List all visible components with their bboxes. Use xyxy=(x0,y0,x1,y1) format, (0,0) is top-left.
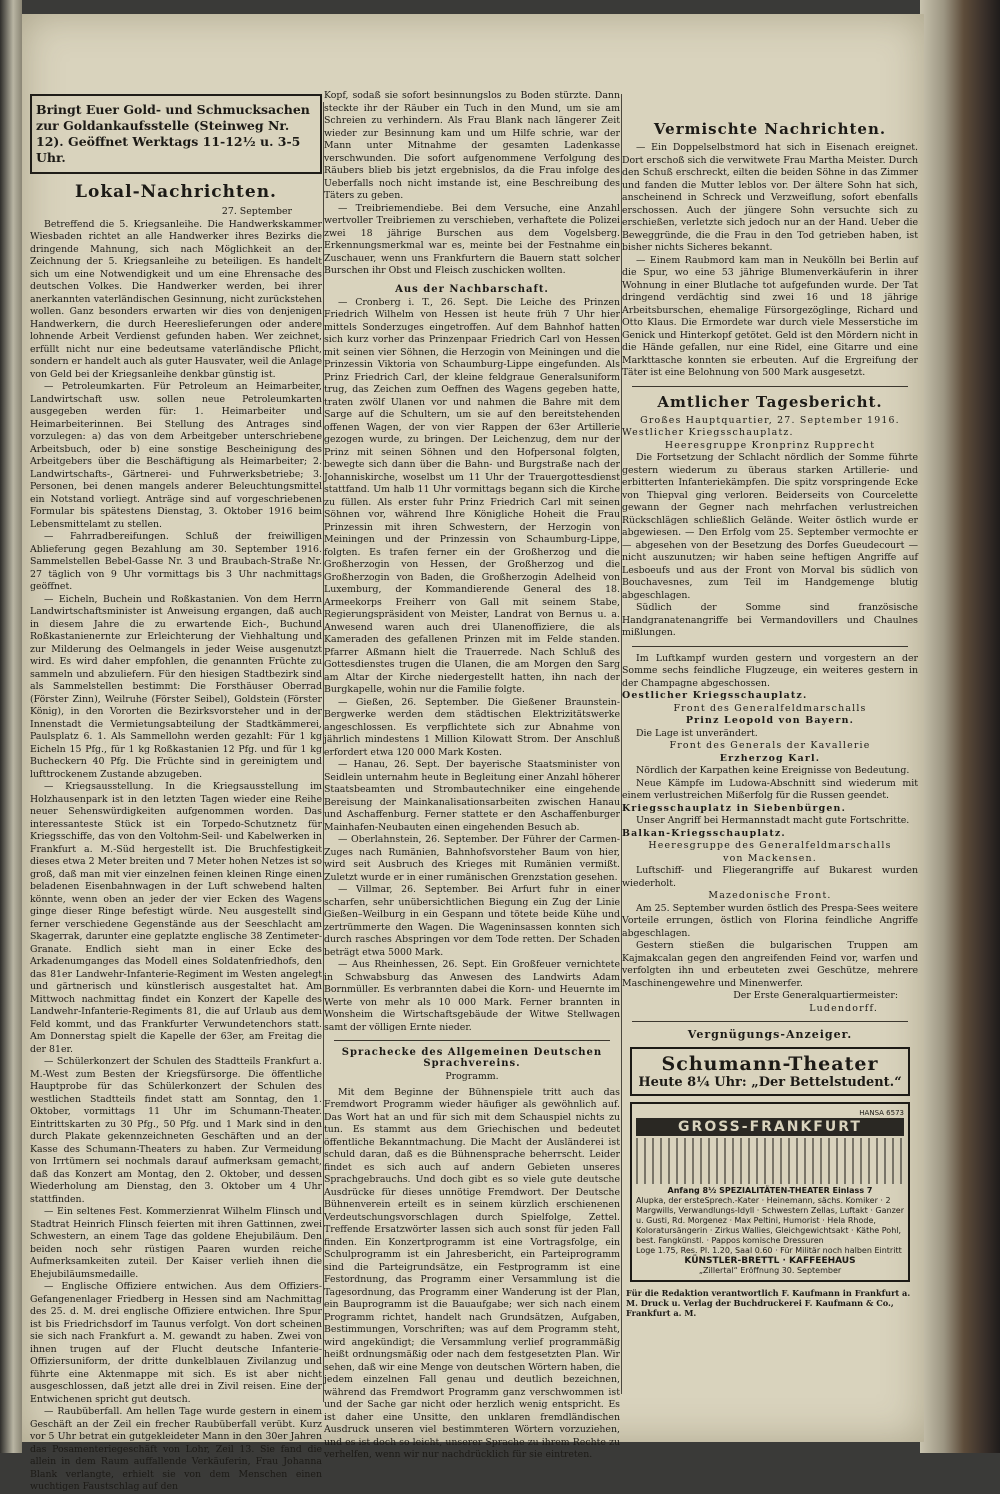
article-paragraph: — Kriegsausstellung. In die Kriegsausstellung im Holzhausenpark ist in den letzten Tagen wieder eine Reihe neuer Sehenswürdigkeiten aufgenommen worden. Das interessanteste Stück ist ein Torpedo-Schutznetz für Kriegsschiffe, das von den Voltohm-Seil- und Kabelwerken in Frankfurt a. M.-Süd hergestellt ist. Die Bruchfestigkeit dieses etwa 2 Meter breiten und 7 Meter hohen Netzes ist so groß, daß man mit vier einzelnen feinen kleinen Ringe einen beladenen Eisenbahnwagen in der Luft schwebend halten könnte, wenn oben an jeder der vier Ecken des Wagens ginge dieser Ringe befestigt würde. Neu ausgestellt sind ferner verschiedene Gegenstände aus der Seeschlacht am Skagerrak, darunter eine geplatzte englische 38 Zentimeter-Granate. Endlich sieht man in einer Ecke des Arkadenumganges das Modell eines Soldatenfriedhofs, den das 81er Landwehr-Infanterie-Regiment im Westen angelegt und gärtnerisch und künstlerisch ausgestaltet hat. Am Mittwoch nachmittag findet ein Konzert der Kapelle des Landwehr-Infanterie-Regiments 81, die auf Urlaub aus dem Feld kommt, und das Frankfurter Verwundetenchors statt. Am Donnerstag spielt die Kapelle der 63er, am Freitag die der 81er. xyxy=(30,781,322,1055)
article-paragraph: — Gießen, 26. September. Die Gießener Braunstein-Bergwerke werden dem städtischen Elektrizitätswerke angeschlossen. Es verpflichtete sich zur Abnahme von jährlich mindestens 1 Million Kilowatt Strom. Der Anschluß erfordert etwa 120 000 Mark Kosten. xyxy=(324,696,620,758)
imprint: Für die Redaktion verantwortlich F. Kaufmann in Frankfurt a. M. Druck u. Verlag der Buchdruckerei F. Kaufmann & Co., Frankfurt a. M. xyxy=(626,1288,911,1318)
article-paragraph: — Villmar, 26. September. Bei Arfurt fuhr in einer scharfen, sehr unübersichtlichen Biegung ein Zug der Linie Gießen–Weilburg in ein Gespann und tötete beide Kühe und zertrümmerte den Wagen. Die Wageninsassen konnten sich durch rasches Abspringen vor dem Tode retten. Der Schaden beträgt etwa 5000 Mark. xyxy=(324,884,620,958)
section-title-lokal: Lokal-Nachrichten. xyxy=(75,182,277,202)
article-paragraph: Mit dem Beginne der Bühnenspiele tritt auch das Fremdwort Programm wieder häufiger als gewöhnlich auf. Das Wort hat an und für sich mit dem Schauspiel nichts zu tun. Es stammt aus dem Griechischen und bedeutet öffentliche Bekanntmachung. Die Macht der Ausländerei ist schuld daran, daß es die Bühnensprache beherrscht. Leider findet es sich auch auf andern Gebieten unseres Sprachgebrauchs. Und doch gibt es so viele gute deutsche Ausdrücke für dieses unnötige Fremdwort. Der Deutsche Bühnenverein erteilt es in seinem kürzlich erschienenen Verdeutschungsvorschlagen durch Spielfolge, Zettel. Treffende Ersatzwörter lassen sich auch sonst für jeden Fall finden. Ein Konzertprogramm ist eine Vortragsfolge, ein Schulprogramm ist ein Jahresbericht, ein Parteiprogramm sind die Parteigrundsätze, ein Festprogramm ist eine Festordnung, das Programm einer Versammlung ist die Tagesordnung, das Programm einer Wanderung ist der Plan, ein Bauprogramm ist die Bauaufgabe; wer sich nach einem Programm richtet, handelt nach Grundsätzen, Aufgaben, Bestimmungen, Vorschriften; was auf dem Programm steht, wird angekündigt; die Versammlung verlief programmäßig heißt ordnungsmäßig oder nach dem festgesetzten Plan. Wir sehen, daß wir eine Menge von deutschen Wörtern haben, die jedem einzelnen Fall genau und deutlich bezeichnen, während das Fremdwort Programm ganz verschwommen ist und der Sache gar nicht oder herzlich wenig entspricht. Es ist daher eine Unsitte, den unklaren fremdländischen Ausdruck unseren viel bestimmteren Wörtern vorzuziehen, und es ist doch so leicht, unserer Sprache zu ihrem Rechte zu verhelfen, wenn wir nur nachdrücklich für sie eintreten. xyxy=(324,1086,620,1460)
article-paragraph: Die Lage ist unverändert. xyxy=(636,727,758,739)
column-local-news xyxy=(30,14,322,1494)
signature-title: Der Erste Generalquartiermeister: xyxy=(733,990,898,1001)
gold-collection-notice xyxy=(30,94,322,174)
front-heading: Heeresgruppe des Generalfeldmarschalls xyxy=(648,840,892,851)
front-heading: von Mackensen. xyxy=(723,852,817,864)
front-heading: Heeresgruppe Kronprinz Rupprecht xyxy=(664,439,876,451)
article-paragraph: — Einem Raubmord kam man in Neukölln bei Berlin auf die Spur, wo eine 53 jährige Blumenverkäuferin in ihrer Wohnung in einer Blutlache tot aufgefunden wurde. Der Tat dringend verdächtig sind zwei 16 und 18 jährige Arbeitsburschen, ehemalige Fürsorgezöglinge, Richard und Otto Klaus. Die Ermordete war durch viele Messerstiche im Genick und Hinterkopf getötet. Geld ist den Mördern nicht in die Hände gefallen, nur eine Ridel, eine Gitarre und eine Markttasche konnten sie erbeuten. Auf die Ergreifung der Täter ist eine Belohnung von 500 Mark ausgesetzt. xyxy=(622,254,918,378)
dateline: 27. September xyxy=(221,206,292,217)
book-binding-right xyxy=(920,0,1000,1453)
column-right xyxy=(622,114,918,1324)
theater-building-illustration xyxy=(636,1138,904,1184)
divider-rule xyxy=(632,1021,908,1022)
ad-line: KÜNSTLER-BRETTL · KAFFEEHAUS xyxy=(684,1256,856,1266)
theater-show: Heute 8¼ Uhr: „Der Bettelstudent.“ xyxy=(638,1075,902,1090)
article-paragraph: Südlich der Somme sind französische Handgranatenangriffe bei Vermandovillers und Chaulnes mißlungen. xyxy=(622,602,918,638)
signature-name: Ludendorff. xyxy=(809,1002,878,1014)
section-title-sprachecke: Sprachecke des Allgemeinen Deutschen Sprachvereins. xyxy=(341,1047,603,1069)
article-paragraph: Gestern stießen die bulgarischen Truppen am Kajmakcalan gegen den angreifenden Feind vor, warfen und verfolgten ihn und erbeuteten zwei Geschütze, mehrere Maschinengewehre und Minenwerfer. xyxy=(622,940,918,989)
divider-rule xyxy=(632,386,908,387)
divider-rule xyxy=(334,1040,610,1041)
front-heading: Mazedonische Front. xyxy=(708,890,832,901)
section-title-tagesbericht: Amtlicher Tagesbericht. xyxy=(657,392,883,411)
article-paragraph: Betreffend die 5. Kriegsanleihe. Die Handwerkskammer Wiesbaden richtet an alle Handwerker ihres Bezirks die dringende Mahnung, sich nach Möglichkeit an der Zeichnung der 5. Kriegsanleihe zu beteiligen. Es handelt sich um eine Notwendigkeit und um eine Ehrensache des deutschen Volkes. Die Handwerker werden, bei ihrer anerkannten vaterländischen Gesinnung, nicht zurückstehen wollen. Ganz besonders erwarten wir dies von denjenigen Handwerkern, die durch Heereslieferungen oder andere lohnende Arbeit Verdienst gefunden haben. Wer zeichnet, erfüllt nicht nur eine bedeutsame vaterländische Pflicht, sondern er handelt auch als guter Hausvater, weil die Anlage von Geld bei der Kriegsanleihe denkbar günstig ist. xyxy=(30,218,322,380)
article-paragraph: Im Luftkampf wurden gestern und vorgestern an der Somme sechs feindliche Flugzeuge, ein weiteres gestern in der Champagne abgeschossen. xyxy=(622,652,918,689)
section-title-nachbarschaft: Aus der Nachbarschaft. xyxy=(395,283,549,295)
sprachecke-subtitle: Programm. xyxy=(445,1071,499,1082)
article-paragraph: Luftschiff- und Fliegerangriffe auf Bukarest wurden wiederholt. xyxy=(622,865,918,889)
article-paragraph: — Eicheln, Buchein und Roßkastanien. Von dem Herrn Landwirtschaftsminister ist Anweisung ergangen, daß auch in diesem Jahre die zu erwartende Eich-, Buchund Roßkastanienernte zur Erleichterung der Viehhaltung und zur Milderung des Oelmangels in jeder Weise ausgenutzt wird. Es wird daher empfohlen, die genannten Früchte zu sammeln und abzuliefern. Für den hiesigen Stadtbezirk sind als Sammelstellen bestimmt: Die Forsthäuser Oberrad (Förster Zinn), Weilruhe (Förster Seibel), Goldstein (Förster König), in den Vororten die Bezirksvorsteher und in der Innenstadt die Vermietungsabteilung der Stadtkämmerei, Paulsplatz 6. 1. Als Sammellohn werden gezahlt: Für 1 kg Eicheln 15 Pfg., für 1 kg Roßkastanien 12 Pfg. und für 1 kg Bucheckern 40 Pfg. Die Früchte sind in gereinigtem und lufttrockenem Zustande abzugeben. xyxy=(30,593,322,780)
article-paragraph: — Schülerkonzert der Schulen des Stadtteils Frankfurt a. M.-West zum Besten der Kriegsfürsorge. Die öffentliche Hauptprobe für das Schülerkonzert der Schulen des westlichen Stadtteils findet statt am Sonntag, den 1. Oktober, vormittags 11 Uhr im Schumann-Theater. Eintrittskarten zu 30 Pfg., 50 Pfg. und 1 Mark sind in den durch Plakate gekennzeichneten Geschäften und an der Kasse des Schumann-Theaters zu haben. Zur Vermeidung von Irrtümern sei nochmals darauf aufmerksam gemacht, daß das Konzert am Montag, den 2. Oktober, und dessen Wiederholung am Dienstag, den 3. Oktober um 4 Uhr stattfinden. xyxy=(30,1056,322,1205)
ad-title: GROSS-FRANKFURT xyxy=(636,1118,904,1136)
article-paragraph: — Fahrradbereifungen. Schluß der freiwilligen Ablieferung gegen Bezahlung am 30. September 1916. Sammelstellen Bebel-Gasse Nr. 3 und Braubach-Straße Nr. 27 täglich von 9 Uhr vormittags bis 3 Uhr nachmittags geöffnet. xyxy=(30,531,322,592)
article-paragraph: Nördlich der Karpathen keine Ereignisse von Bedeutung. xyxy=(636,765,910,776)
divider-rule xyxy=(632,646,908,647)
front-heading: Front des Generalfeldmarschalls xyxy=(673,702,867,714)
article-paragraph: Die Fortsetzung der Schlacht nördlich der Somme führte gestern wiederum zu überaus starken Artillerie- und erbitterten Infanteriekämpfen. Die spitz vorspringende Ecke von Thiepval ging verloren. Beiderseits von Courcelette gewann der Gegner nach mehrfachen verlustreichen Rückschlägen schließlich Gelände. Weiter östlich wurde er abgewiesen. — Den Erfolg vom 25. September vermochte er — abgesehen von der Besetzung des Dorfes Gueudecourt — nicht auszunutzen; wir haben seine heftigen Angriffe auf Lesboeufs und aus der Front von Morval bis südlich von Bouchavesnes, zum Teil im Handgemenge blutig abgeschlagen. xyxy=(622,452,918,601)
article-paragraph: — Hanau, 26. Sept. Der bayerische Staatsminister von Seidlein unternahm heute in Begleitung einer Anzahl höherer Staatsbeamten und Strombautechniker eine eingehende Bereisung der Mainkanalisationsarbeiten zwischen Hanau und Aschaffenburg. Ferner stattete er den Aschaffenburger Mainhafen-Neubauten einen eingehenden Besuch ab. xyxy=(324,759,620,833)
front-heading: Prinz Leopold von Bayern. xyxy=(685,715,855,726)
newspaper-page xyxy=(22,14,924,1492)
article-paragraph: — Oberlahnstein, 26. September. Der Führer der Carmen-Zuges nach Rumänien, Bahnhofsvorsteher Baum von hier, wird seit Ausbruch des Krieges mit Rumänien vermißt. Zuletzt wurde er in einer rumänischen Grenzstation gesehen. xyxy=(324,834,620,883)
book-binding-left xyxy=(0,0,22,1453)
article-paragraph: — Aus Rheinhessen, 26. Sept. Ein Großfeuer vernichtete in Schwabsburg das Anwesen des Landwirts Adam Bornmüller. Es verbrannten dabei die Korn- und Heuernte im Werte von mehr als 10 000 Mark. Ferner brannten in Wonsheim die Wirtschaftsgebäude der Witwe Stellwagen samt der völligen Ernte nieder. xyxy=(324,959,620,1033)
ad-prices: Loge 1.75, Res. Pl. 1.20, Saal 0.60 · Für Militär noch halben Eintritt xyxy=(636,1246,902,1255)
ad-phone: HANSA 6573 xyxy=(859,1109,904,1117)
notice-text: Bringt Euer Gold- und Schmucksachen zur Goldankaufsstelle (Steinweg Nr. 12). Geöffnet Werktags 11-12½ u. 3-5 Uhr. xyxy=(36,102,310,165)
column-middle xyxy=(324,90,620,1462)
article-paragraph: — Raubüberfall. Am hellen Tage wurde gestern in einem Geschäft an der Zeil ein frecher Raubüberfall verübt. Kurz vor 5 Uhr betrat ein gutgekleideter Mann in den 30er Jahren das Posamenteriegeschäft von Lohr, Zeil 13. Sie fand die allein in dem Raum auffallende Verkäuferin, Frau Johanna Blank verlangte, erhielt sie von dem Menschen einen wuchtigen Faustschlag auf den xyxy=(30,1406,322,1492)
ad-program: Alupka, der ersteSprech.-Kater · Heinemann, sächs. Komiker · 2 Margwills, Verwandlungs-Idyll · Schwestern Zellas, Luftakt · Ganzer u. Gusti, Rd. Morgenez · Max Peltini, Humorist · Hela Rhode, Koloratursängerin · Zirkus Wallies, Gleichgewichtsakt · Käthe Pohl, best. Fangkünstl. · Pappos komische Dressuren xyxy=(636,1196,904,1245)
section-title-vermischte: Vermischte Nachrichten. xyxy=(653,120,887,138)
article-paragraph: Unser Angriff bei Hermannstadt macht gute Fortschritte. xyxy=(636,815,910,826)
article-paragraph: — Ein seltenes Fest. Kommerzienrat Wilhelm Flinsch und Stadtrat Heinrich Flinsch feierten mit ihren Gattinnen, zwei Schwestern, an einem Tage das goldene Ehejubiläum. Den beiden noch sehr rüstigen Paaren wurden reiche Aufmerksamkeiten zuteil. Der Kaiser verlieh ihnen die Ehejubiläumsmedaille. xyxy=(30,1206,322,1280)
front-heading: Erzherzog Karl. xyxy=(719,752,821,764)
ad-line: Anfang 8½ SPEZIALITÄTEN-THEATER Einlass 7 xyxy=(667,1186,873,1195)
theater-name: Schumann-Theater xyxy=(661,1053,879,1075)
front-heading: Westlicher Kriegsschauplatz. xyxy=(622,427,794,438)
section-title-vergnuegungen: Vergnügungs-Anzeiger. xyxy=(687,1028,853,1041)
article-paragraph: Kopf, sodaß sie sofort besinnungslos zu Boden stürzte. Dann steckte ihr der Räuber ein Tuch in den Mund, um sie am Schreien zu verhindern. Als Frau Blank nach längerer Zeit wieder zur Besinnung kam und um Hilfe schrie, war der Mann unter Mitnahme der gesamten Ladenkasse verschwunden. Die sofort aufgenommene Verfolgung des Räubers blieb bis jetzt ergebnislos, da die Frau infolge des Ueberfalls noch nicht imstande ist, eine Beschreibung des Täters zu geben. xyxy=(324,90,620,201)
schumann-theater-ad xyxy=(630,1047,910,1096)
ad-line: „Zillertal“ Eröffnung 30. September xyxy=(698,1266,842,1275)
gross-frankfurt-ad xyxy=(630,1102,910,1282)
front-heading: Balkan-Kriegsschauplatz. xyxy=(622,827,786,839)
front-heading: Kriegsschauplatz in Siebenbürgen. xyxy=(622,802,847,814)
front-heading: Oestlicher Kriegsschauplatz. xyxy=(622,690,808,701)
front-heading: Front des Generals der Kavallerie xyxy=(669,740,871,751)
tagesbericht-dateline: Großes Hauptquartier, 27. September 1916. xyxy=(640,414,900,426)
article-paragraph: — Cronberg i. T., 26. Sept. Die Leiche des Prinzen Friedrich Wilhelm von Hessen ist heute früh 7 Uhr hier mittels Sonderzuges eingetroffen. Auf dem Bahnhof hatten sich kurz vorher das Prinzenpaar Friedrich Carl von Hessen mit seinen vier Söhnen, die Herzogin von Meiningen und die Prinzessin Viktoria von Schaumburg-Lippe eingefunden. Als Prinz Friedrich Carl, der kleine feldgraue Generalsuniform trug, das Zeichen zum Oeffnen des Wagens gegeben hatte, traten zwölf Ulanen vor und nahmen die Bahre mit dem Sarge auf die Schultern, um sie auf den bereitstehenden offenen Wagen, der von vier Rappen der 63er Artillerie gezogen wurde, zu bringen. Der Leichenzug, dem nur der Prinz mit seinen Söhnen und den Hofpersonal folgten, bewegte sich dann über die Bahn- und Burgstraße nach der Johanniskirche, woselbst um 11 Uhr der Trauergottesdienst stattfand. Um halb 11 Uhr vormittags begann sich die Kirche zu füllen. Als erster fuhr Prinz Friedrich Carl mit seinen Söhnen vor, während Ihre Königliche Hoheit die Frau Prinzessin mit ihren Schwestern, der Herzogin von Meiningen und der Prinzessin von Schaumburg-Lippe, folgten. Es trafen ferner ein der Großherzog und die Großherzogin von Hessen, der Großherzog und die Großherzogin von Baden, die Großherzogin Adelheid von Luxemburg, der Kommandierende General des 18. Armeekorps Freiherr von Gall mit seinem Stabe, Regierungspräsident von Meister, Landrat von Bernus u. a. Anwesend waren auch drei Ulanenoffiziere, die als Kameraden des gefallenen Prinzen mit im Felde standen. Pfarrer Aßmann hielt die Trauerrede. Nach Schluß des Gottesdienstes trugen die Ulanen, die am Morgen den Sarg am Altar der Kirche niedergestellt hatten, ihn nach der Burgkapelle, wohin nur die Familie folgte. xyxy=(324,296,620,695)
article-paragraph: — Englische Offiziere entwichen. Aus dem Offiziers-Gefangenenlager Friedberg in Hessen sind am Nachmittag des 25. d. M. drei englische Offiziere entwichen. Ihre Spur ist bis Friedrichsdorf im Taunus verfolgt. Von dort scheinen sie sich nach Frankfurt a. M. gewandt zu haben. Zwei von ihnen trugen auf der Flucht deutsche Infanterie-Offiziersuniform, der dritte dunkelblauen Zivilanzug und führte eine Aktenmappe mit sich. Es ist aber nicht ausgeschlossen, daß jetzt alle drei in Zivil reisen. Eine der Entwichenen spricht gut deutsch. xyxy=(30,1281,322,1405)
article-paragraph: — Petroleumkarten. Für Petroleum an Heimarbeiter, Landwirtschaft usw. sollen neue Petroleumkarten ausgegeben werden für: 1. Heimarbeiter und Heimarbeiterinnen. Bei Stellung des Antrages sind vorzulegen: a) das von dem Arbeitgeber unterschriebene Arbeitsbuch, oder b) eine sonstige Bescheinigung des Arbeitgebers über die Beschäftigung als Heimarbeiter; 2. Landwirtschafts-, Gärtnerei- und Fuhrwerksbetriebe; 3. Personen, bei denen mangels anderer Beleuchtungsmittel ein Notstand vorliegt. Anträge sind auf vorgeschriebenen Formular bis spätestens Dienstag, 3. Oktober 1916 beim Lebensmittelamt zu stellen. xyxy=(30,381,322,530)
article-paragraph: Neue Kämpfe im Ludowa-Abschnitt sind wiederum mit einem verlustreichen Mißerfolg für die Russen geendet. xyxy=(622,777,918,801)
article-paragraph: Am 25. September wurden östlich des Prespa-Sees weitere Vorteile errungen, östlich von Florina feindliche Angriffe abgeschlagen. xyxy=(622,902,918,939)
article-paragraph: — Treibriemendiebe. Bei dem Versuche, eine Anzahl wertvoller Treibriemen zu verschieben, verhaftete die Polizei zwei 18 jährige Burschen aus dem Vogelsberg. Erkennungsmerkmal war es, meinte bei der Festnahme ein Zuschauer, wenn uns Frankfurtern die Bauern statt solcher Burschen ihr Obst und Fleisch zuschicken wollten. xyxy=(324,202,620,276)
article-paragraph: — Ein Doppelselbstmord hat sich in Eisenach ereignet. Dort erschoß sich die verwitwete Frau Martha Meister. Durch den Schuß erschreckt, eilten die beiden Söhne in das Zimmer und fanden die Mutter leblos vor. Der ältere Sohn hat sich, anscheinend in Schreck und Verzweiflung, sofort ebenfalls erschossen. Auch der jüngere Sohn versuchte sich zu erschießen, verletzte sich jedoch nur an der Hand. Ueber die Beweggründe, die die Frau in den Tod getrieben haben, ist bisher nichts Sicheres bekannt. xyxy=(622,142,918,253)
